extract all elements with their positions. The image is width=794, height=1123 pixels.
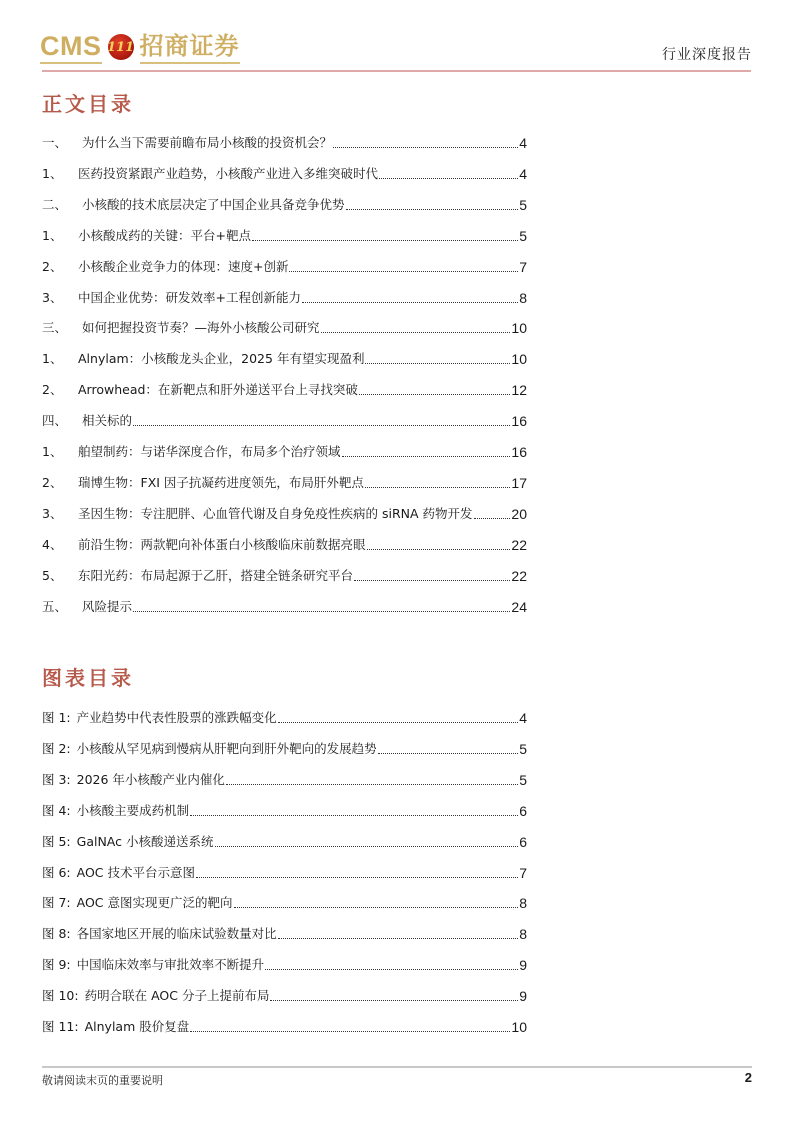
toc-entry-number: 三、 (42, 320, 68, 336)
toc-dot-leader (252, 239, 518, 241)
toc-entry-number: 五、 (42, 598, 68, 614)
figure-entry[interactable] (42, 801, 527, 821)
toc-entry-page[interactable]: 7 (519, 258, 527, 275)
toc-entry[interactable] (42, 349, 527, 369)
toc-dot-leader (333, 146, 518, 148)
page-number: 2 (744, 1070, 752, 1085)
toc-dot-leader (365, 486, 511, 488)
figures-title: 图表目录 (42, 666, 134, 690)
figure-entry-label: 图 8: (42, 926, 71, 942)
toc-dot-leader (133, 610, 510, 612)
toc-dot-leader (302, 301, 518, 303)
toc-entry-page[interactable]: 22 (511, 567, 527, 584)
toc-dot-leader (321, 331, 511, 333)
toc-dot-leader (367, 548, 511, 550)
figure-entry-label: 图 2: (42, 740, 71, 756)
toc-entry-title[interactable]: 前沿生物：两款靶向补体蛋白小核酸临床前数据亮眼 (78, 536, 366, 552)
toc-entry-page[interactable]: 10 (511, 351, 527, 368)
toc-dot-leader (346, 208, 519, 210)
toc-entry-number: 5、 (42, 567, 63, 583)
toc-entry[interactable] (42, 380, 527, 400)
toc-entry-number: 2、 (42, 382, 63, 398)
toc-dot-leader (365, 362, 510, 364)
toc-entry-number: 3、 (42, 505, 63, 521)
toc-entry-page[interactable]: 16 (511, 444, 527, 460)
figure-entry[interactable] (42, 1017, 527, 1037)
figure-entry[interactable] (42, 770, 527, 790)
toc-entry-number: 1、 (42, 165, 63, 181)
figure-entry[interactable] (42, 893, 527, 913)
figure-entry-page[interactable]: 8 (519, 926, 527, 943)
toc-dot-leader (354, 579, 510, 581)
toc-entry-title[interactable]: 风险提示 (82, 598, 133, 614)
toc-entry[interactable] (42, 164, 527, 184)
toc-entry-number: 3、 (42, 289, 63, 305)
toc-dot-leader (289, 270, 518, 272)
figure-entry[interactable] (42, 955, 527, 975)
figure-entry-title[interactable]: 药明合联在 AOC 分子上提前布局 (84, 988, 270, 1004)
figure-entry-label: 图 5: (42, 833, 71, 849)
toc-entry-page[interactable]: 4 (519, 165, 527, 182)
toc-entry-number: 2、 (42, 258, 63, 274)
toc-entry-title[interactable]: 中国企业优势：研发效率+工程创新能力 (78, 289, 301, 305)
figure-entry-title[interactable]: AOC 技术平台示意图 (76, 864, 196, 880)
figure-entry-page[interactable]: 9 (519, 957, 527, 974)
logo-chinese-text: 招商证券 (140, 31, 240, 64)
toc-dot-leader (342, 455, 511, 457)
company-logo (40, 28, 240, 66)
toc-entry-number: 4、 (42, 536, 63, 552)
figure-entry-label: 图 9: (42, 957, 71, 973)
figure-entry-page[interactable]: 4 (519, 710, 527, 726)
figure-dot-leader (278, 937, 519, 939)
figure-entry-label: 图 10: (42, 988, 79, 1004)
figure-entry-page[interactable]: 9 (519, 988, 527, 1005)
figure-entry-label: 图 11: (42, 1019, 79, 1034)
toc-entry-page[interactable]: 5 (519, 196, 527, 213)
figure-entry[interactable] (42, 863, 527, 883)
toc-entry-number: 四、 (42, 413, 68, 429)
toc-dot-leader (379, 177, 518, 179)
toc-entry-title[interactable]: 小核酸企业竞争力的体现：速度+创新 (78, 258, 289, 274)
page-header (0, 0, 794, 75)
figure-entry-title[interactable]: 2026 年小核酸产业内催化 (76, 771, 225, 787)
toc-entry[interactable] (42, 257, 527, 277)
toc-title: 正文目录 (42, 92, 134, 116)
figure-entry-page[interactable]: 8 (519, 895, 527, 912)
figure-entry[interactable] (42, 832, 527, 852)
toc-entry-page[interactable]: 24 (511, 598, 527, 615)
toc-entry-page[interactable]: 10 (511, 320, 527, 337)
toc-entry-title[interactable]: 小核酸的技术底层决定了中国企业具备竞争优势 (82, 196, 345, 212)
toc-entry-page[interactable]: 4 (519, 135, 527, 151)
toc-entry-title[interactable]: 为什么当下需要前瞻布局小核酸的投资机会？ (82, 135, 333, 150)
figure-dot-leader (190, 814, 518, 816)
toc-entry-number: 1、 (42, 351, 63, 367)
figure-entry[interactable] (42, 739, 527, 759)
toc-entry[interactable] (42, 566, 527, 586)
figure-entry[interactable] (42, 924, 527, 944)
toc-entry[interactable] (42, 442, 527, 462)
footer-divider (42, 1066, 752, 1068)
toc-entry-page[interactable]: 5 (519, 227, 527, 244)
figure-entry-title[interactable]: 各国家地区开展的临床试验数量对比 (76, 926, 277, 942)
toc-entry-page[interactable]: 22 (511, 536, 527, 553)
figure-entry-page[interactable]: 10 (511, 1019, 527, 1035)
toc-entry[interactable] (42, 226, 527, 246)
figure-entry-page[interactable]: 5 (519, 771, 527, 788)
toc-entry-title[interactable]: 舶望制药：与诺华深度合作，布局多个治疗领域 (78, 444, 341, 459)
toc-entry-title[interactable]: Arrowhead：在新靶点和肝外递送平台上寻找突破 (78, 382, 358, 398)
toc-entry[interactable] (42, 504, 527, 524)
figure-dot-leader (196, 876, 518, 878)
figure-entry-label: 图 4: (42, 802, 71, 818)
toc-entry-number: 一、 (42, 135, 68, 150)
toc-dot-leader (359, 393, 511, 395)
toc-entry[interactable] (42, 597, 527, 617)
figure-entry-title[interactable]: 产业趋势中代表性股票的涨跌幅变化 (76, 710, 277, 725)
toc-entry[interactable] (42, 473, 527, 493)
toc-entry-number: 二、 (42, 196, 68, 212)
figure-dot-leader (378, 752, 519, 754)
figure-entry-title[interactable]: 中国临床效率与审批效率不断提升 (76, 957, 265, 973)
figure-entry-title[interactable]: AOC 意图实现更广泛的靶向 (76, 895, 233, 911)
toc-entry[interactable] (42, 288, 527, 308)
logo-latin-text: CMS (40, 31, 102, 64)
figure-entry-label: 图 3: (42, 771, 71, 787)
figure-dot-leader (270, 999, 518, 1001)
toc-entry-title[interactable]: 如何把握投资节奏？—海外小核酸公司研究 (82, 320, 320, 336)
toc-entry-title[interactable]: 瑞博生物：FXI 因子抗凝药进度领先，布局肝外靶点 (78, 474, 364, 490)
toc-entry-title[interactable]: 圣因生物：专注肥胖、心血管代谢及自身免疫性疾病的 siRNA 药物开发 (78, 505, 473, 521)
toc-entry[interactable] (42, 133, 527, 153)
toc-entry-title[interactable]: Alnylam：小核酸龙头企业，2025 年有望实现盈利 (78, 351, 365, 367)
figure-entry-page[interactable]: 5 (519, 740, 527, 757)
figure-entry-title[interactable]: Alnylam 股价复盘 (84, 1019, 190, 1034)
logo-badge-icon: 111 (108, 34, 134, 60)
toc-entry-number: 1、 (42, 444, 63, 459)
figure-entry-page[interactable]: 6 (519, 802, 527, 819)
toc-entry-title[interactable]: 相关标的 (82, 413, 133, 429)
report-type-label: 行业深度报告 (662, 47, 752, 63)
toc-entry[interactable] (42, 195, 527, 215)
figure-entry-page[interactable]: 6 (519, 833, 527, 850)
toc-entry[interactable] (42, 535, 527, 555)
toc-dot-leader (133, 424, 510, 426)
figure-entry-label: 图 1: (42, 710, 71, 725)
toc-entry-page[interactable]: 20 (511, 505, 527, 522)
toc-entry-title[interactable]: 医药投资紧跟产业趋势，小核酸产业进入多维突破时代 (78, 165, 379, 181)
figure-entry-title[interactable]: 小核酸主要成药机制 (76, 802, 190, 818)
figure-entry-title[interactable]: GalNAc 小核酸递送系统 (76, 833, 214, 849)
toc-entry-title[interactable]: 东阳光药：布局起源于乙肝，搭建全链条研究平台 (78, 567, 354, 583)
footer-note: 敬请阅读末页的重要说明 (42, 1074, 163, 1087)
figure-dot-leader (234, 906, 519, 908)
toc-entry-page[interactable]: 17 (511, 474, 527, 491)
toc-entry-number: 1、 (42, 227, 63, 243)
figure-entry-title[interactable]: 小核酸从罕见病到慢病从肝靶向到肝外靶向的发展趋势 (76, 740, 377, 756)
toc-entry[interactable] (42, 411, 527, 431)
toc-entry-number: 2、 (42, 474, 63, 490)
figure-dot-leader (215, 845, 519, 847)
figure-entry-label: 图 7: (42, 895, 71, 911)
figure-entry-label: 图 6: (42, 864, 71, 880)
figure-entry[interactable] (42, 708, 527, 728)
toc-entry-page[interactable]: 12 (511, 382, 527, 399)
figure-dot-leader (190, 1030, 510, 1032)
toc-dot-leader (474, 517, 511, 519)
figure-entry[interactable] (42, 986, 527, 1006)
toc-entry-title[interactable]: 小核酸成药的关键：平台+靶点 (78, 227, 251, 243)
toc-entry-page[interactable]: 16 (511, 413, 527, 430)
toc-entry[interactable] (42, 318, 527, 338)
header-divider (42, 70, 751, 72)
figure-entry-page[interactable]: 7 (519, 864, 527, 881)
figure-dot-leader (278, 721, 519, 723)
figure-dot-leader (226, 783, 518, 785)
toc-entry-page[interactable]: 8 (519, 289, 527, 306)
figure-dot-leader (265, 968, 518, 970)
